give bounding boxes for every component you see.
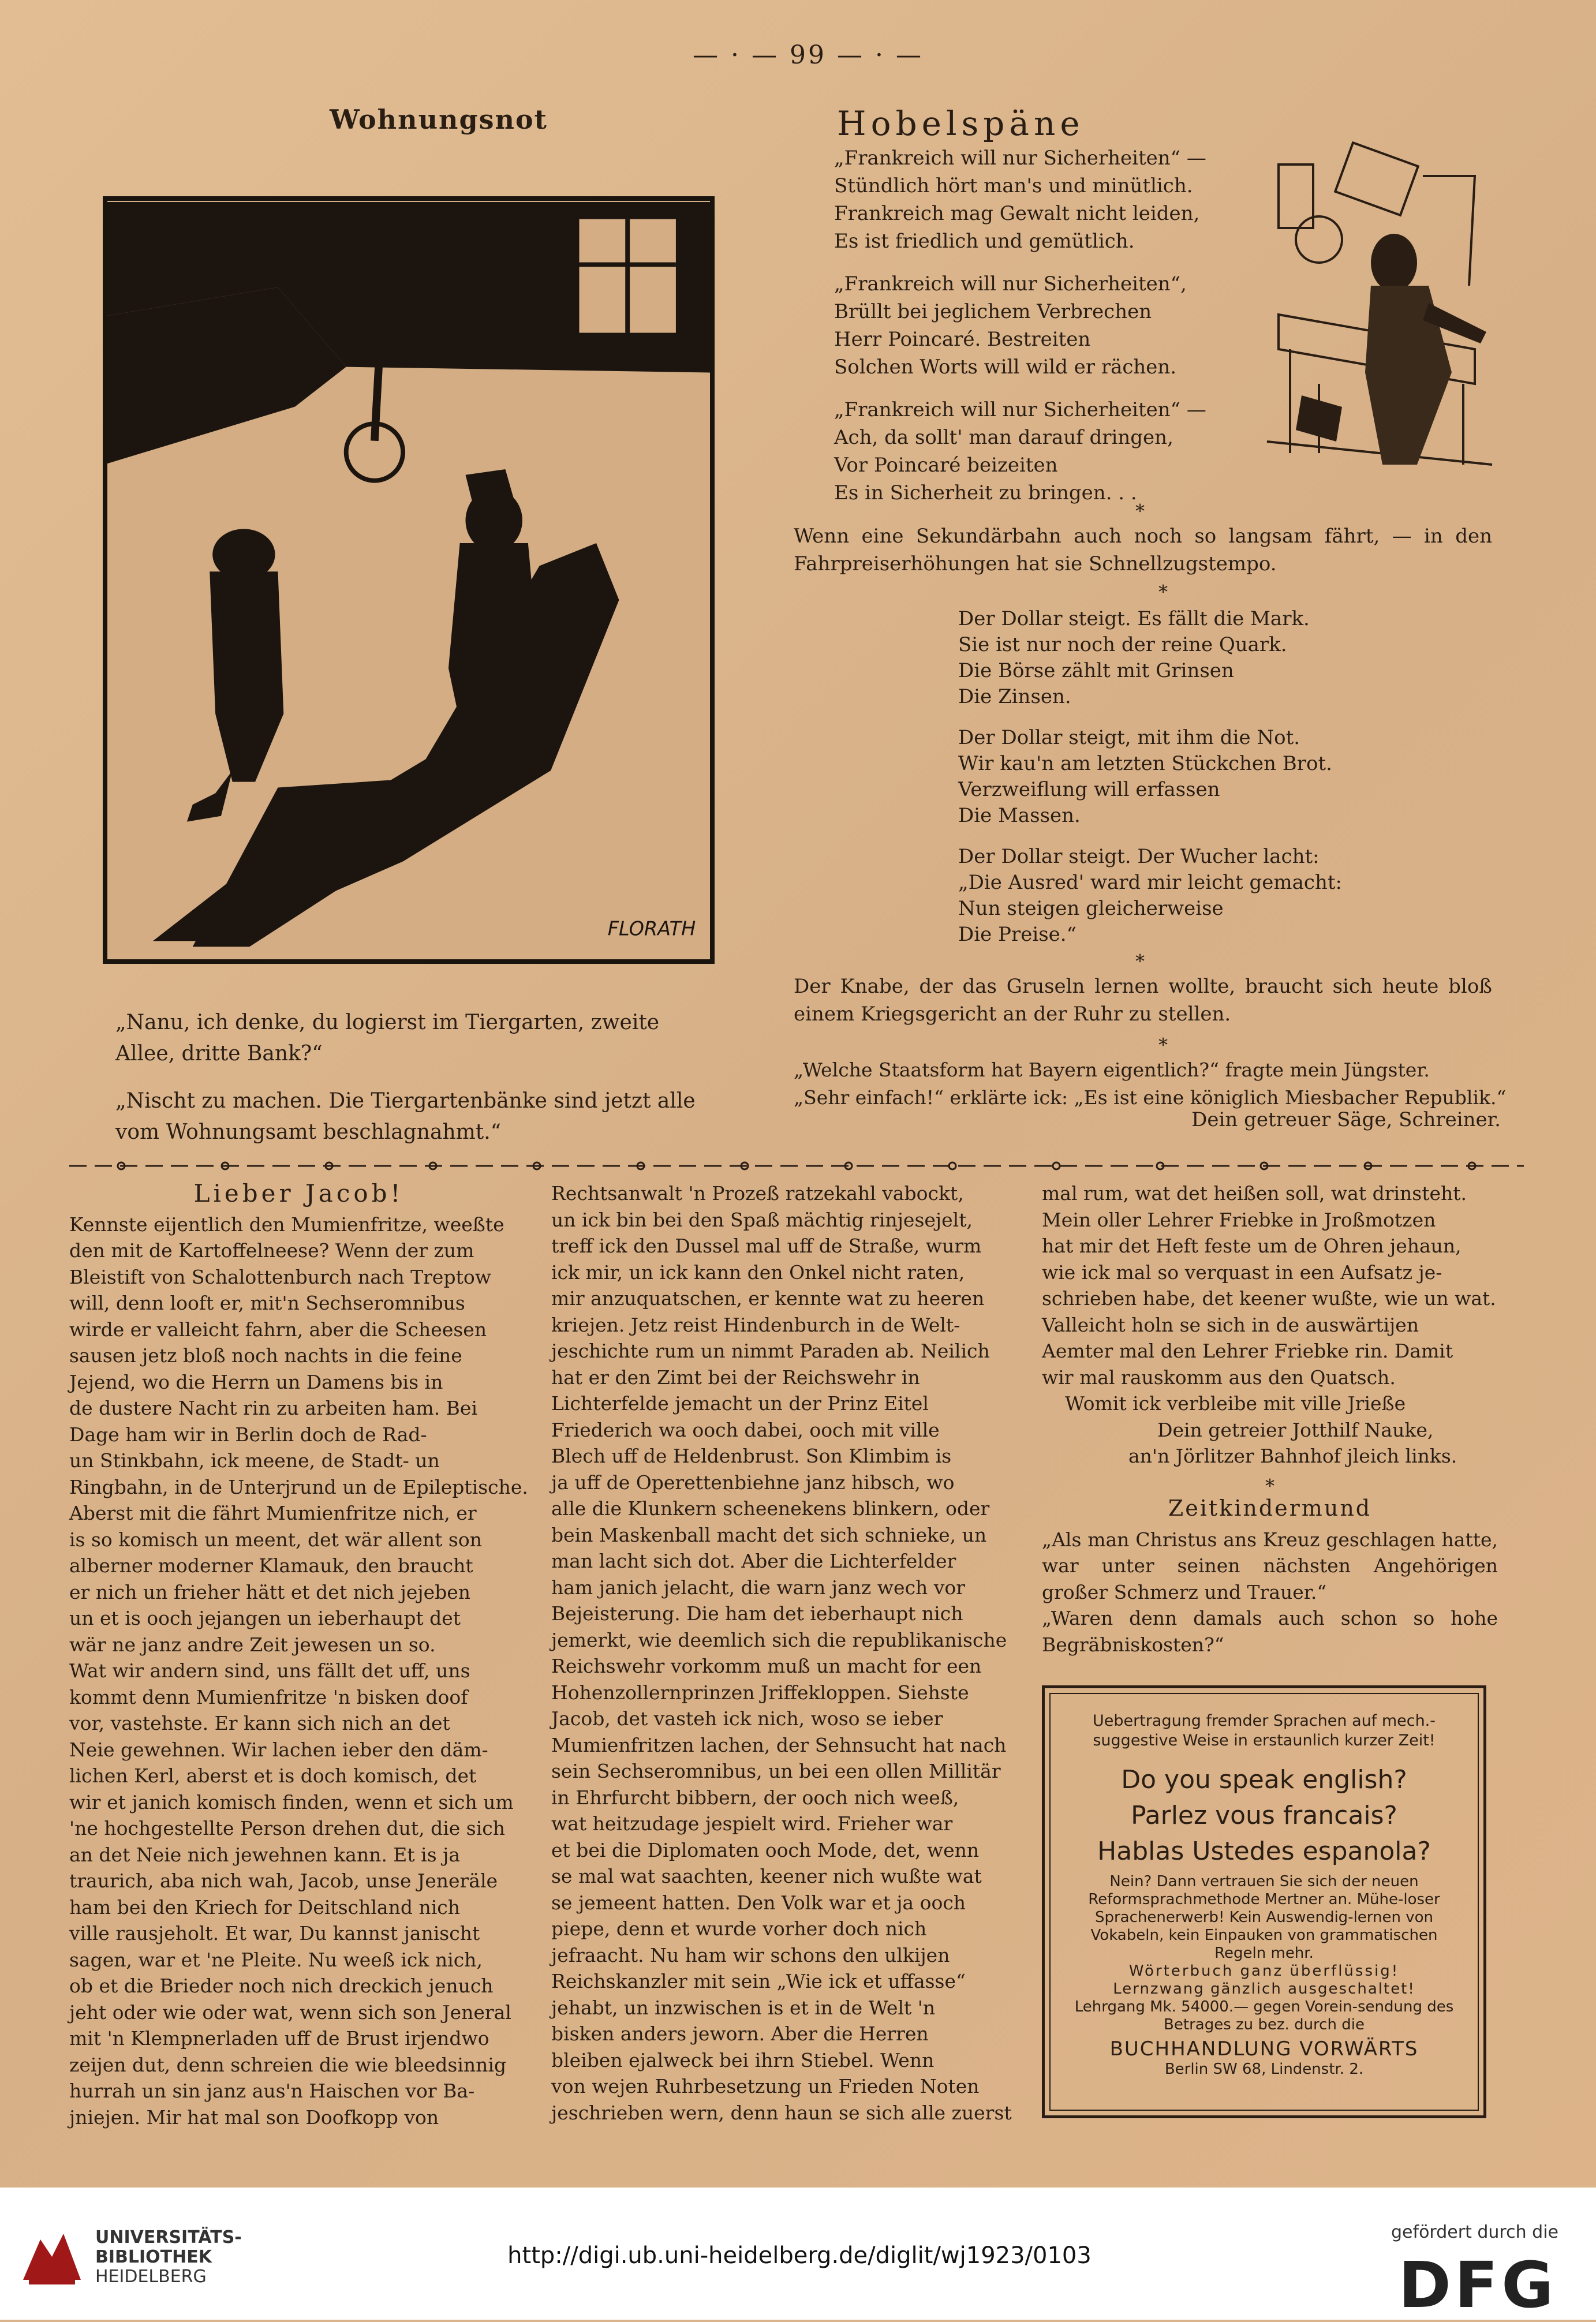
text-line: jefraacht. Nu ham wir schons den ulkijen: [551, 1943, 950, 1966]
university-name-line-3: HEIDELBERG: [95, 2267, 207, 2287]
text-line: Blech uff de Heldenbrust. Son Klimbim is: [551, 1445, 952, 1467]
text-line: vor, vastehste. Er kann sich nich an det: [69, 1712, 450, 1734]
poem-line: Der Dollar steigt. Der Wucher lacht:: [958, 845, 1320, 868]
text-line: in Ehrfurcht bibbern, der ooch nich weeß,: [551, 1786, 959, 1809]
text-line: er nich un frieher hätt et det nich jejeben: [69, 1580, 471, 1603]
text-line: Bejeisterung. Die ham det ieberhaupt nich: [551, 1602, 963, 1625]
text-line: jeschrieben wern, denn haun se sich alle zuerst: [551, 2101, 1012, 2124]
cartoon-illustration: [103, 196, 715, 964]
text-line: Valleicht holn se sich in de auswärtijen: [1042, 1313, 1419, 1336]
text-line: man lacht sich dot. Aber die Lichterfelder: [551, 1550, 956, 1572]
ad-inner-frame: [1049, 1693, 1479, 2111]
text-line: ob et die Brieder noch nich dreckich jenuch: [69, 1975, 494, 1997]
text-line: un ick bin bei den Spaß mächtig rinjesejelt,: [551, 1208, 973, 1231]
text-line: Reichswehr vorkomm muß un macht for een: [551, 1655, 982, 1677]
text-line: Aemter mal den Lehrer Friebke rin. Damit: [1042, 1340, 1453, 1362]
ad-body-no-compulsion: Lernzwang gänzlich ausgeschaltet!: [1113, 1980, 1415, 1998]
text-line: hat er den Zimt bei der Reichswehr in: [551, 1366, 920, 1389]
poem-line: Vor Poincaré beizeiten: [834, 454, 1058, 477]
text-line: ville rausjeholt. Et war, Du kannst janischt: [69, 1922, 480, 1945]
carpenter-drawing: [1255, 141, 1504, 470]
poem-line: Stündlich hört man's und minütlich.: [834, 174, 1193, 197]
section-star: ∗: [1157, 1030, 1169, 1052]
text-line: 'ne hochgestellte Person drehen dut, die sich: [69, 1817, 506, 1839]
dfg-logo: DFG: [1398, 2248, 1557, 2322]
text-line: wir mal rauskomm aus den Quatsch.: [1042, 1366, 1396, 1389]
text-line: den mit de Kartoffelneese? Wenn der zum: [69, 1239, 474, 1262]
poem-line: Die Zinsen.: [958, 685, 1071, 708]
university-name-line-2: BIBLIOTHEK: [95, 2247, 212, 2267]
text-line: Kennste eijentlich den Mumienfritze, weeßte: [69, 1213, 504, 1236]
university-logo-icon: [17, 2222, 87, 2291]
text-line: de dustere Nacht rin zu arbeiten ham. Bei: [69, 1397, 478, 1419]
poem-stanza: [834, 144, 1250, 255]
text-line: mal rum, wat det heißen soll, wat drinsteht.: [1042, 1182, 1467, 1205]
carpenter-illustration: [1255, 141, 1504, 470]
knabe-paragraph: Der Knabe, der das Gruseln lernen wollte, braucht sich heute bloß einem Kriegsgericht an der Ruhr zu stellen.: [794, 975, 1492, 1026]
poem-line: „Frankreich will nur Sicherheiten“,: [834, 272, 1187, 296]
page-number: — · — 99 — · —: [693, 40, 924, 70]
text-line: jniejen. Mir hat mal son Doofkopp von: [69, 2106, 439, 2129]
poem-line: Der Dollar steigt. Es fällt die Mark.: [958, 607, 1310, 630]
ad-price: Lehrgang Mk. 54000.— gegen Vorein-sendung des Betrages zu bez. durch die: [1074, 1998, 1454, 2033]
dollar-stanza: [958, 844, 1466, 948]
source-url-link[interactable]: http://digi.ub.uni-heidelberg.de/diglit/wj1923/0103: [507, 2242, 1092, 2269]
text-line: alle die Klunkern scheenekens blinkern, oder: [551, 1497, 990, 1520]
text-line: an det Neie nich jewehnen kann. Et is ja: [69, 1843, 461, 1866]
text-line: Dage ham wir in Berlin doch de Rad-: [69, 1423, 427, 1446]
university-name-line-1: UNIVERSITÄTS-: [95, 2227, 242, 2248]
text-line: jeschichte rum un nimmt Paraden ab. Neilich: [551, 1340, 990, 1362]
text-line: Rechtsanwalt 'n Prozeß ratzekahl vabockt,: [551, 1182, 964, 1205]
dollar-stanza: [958, 606, 1466, 710]
frankreich-poem: [834, 144, 1250, 522]
text-line: will, denn looft er, mit'n Sechseromnibus: [69, 1292, 465, 1314]
section-star: ∗: [1134, 947, 1146, 969]
text-line: lichen Kerl, aberst et is doch komisch, det: [69, 1764, 477, 1787]
text-line: alberner moderner Klamauk, den braucht: [69, 1554, 473, 1577]
zeitkindermund-title: Zeitkindermund: [1168, 1495, 1372, 1521]
text-line: hat mir det Heft feste um de Ohren jehaun,: [1042, 1235, 1462, 1257]
poem-line: Ach, da sollt' man darauf dringen,: [834, 426, 1173, 449]
text-line: Jacob, det vasteh ick nich, woso se ieber: [551, 1707, 943, 1730]
text-line: Friederich wa ooch dabei, ooch mit ville: [551, 1418, 940, 1441]
text-line: piepe, denn et wurde vorher doch nich: [551, 1917, 927, 1940]
text-line: wie ick mal so verquast in een Aufsatz je-: [1042, 1261, 1442, 1284]
text-line: Lichterfelde jemacht un der Prinz Eitel: [551, 1392, 929, 1415]
text-line: et bei die Diplomaten ooch Mode, det, wenn: [551, 1838, 980, 1861]
poem-line: Die Massen.: [958, 804, 1081, 827]
text-line: bisken anders jeworn. Aber die Herren: [551, 2022, 929, 2045]
ad-question-english: Do you speak english?: [1121, 1765, 1407, 1794]
text-line: zeijen dut, denn schreien die wie bleedsinnig: [69, 2053, 507, 2076]
text-line: Bleistift von Schalottenburch nach Treptow: [69, 1265, 491, 1288]
poem-line: Brüllt bei jeglichem Verbrechen: [834, 300, 1152, 323]
ad-shop-name: BUCHHANDLUNG VORWÄRTS: [1109, 2037, 1419, 2061]
saege-signature: Dein getreuer Säge, Schreiner.: [1191, 1108, 1501, 1131]
section-star: ∗: [1157, 577, 1169, 599]
poem-line: Nun steigen gleicherweise: [958, 897, 1224, 920]
poem-line: Solchen Worts will wild er rächen.: [834, 356, 1177, 379]
dollar-poem: [958, 606, 1466, 963]
text-line: Mein oller Lehrer Friebke in Jroßmotzen: [1042, 1208, 1436, 1231]
poem-line: Wir kau'n am letzten Stückchen Brot.: [958, 752, 1332, 775]
zeitkindermund-text-1: „Als man Christus ans Kreuz geschlagen hatte, war unter seinen nächsten Angehörigen großer Schmerz und Trauer.“: [1042, 1528, 1498, 1603]
poem-line: Sie ist nur noch der reine Quark.: [958, 633, 1287, 656]
text-line: wär ne janz andre Zeit jewesen un so.: [69, 1633, 436, 1656]
text-line: schrieben habe, det keener wußte, wie un wat.: [1042, 1287, 1496, 1310]
text-line: bleiben ejalweck bei ihrn Stiebel. Wenn: [551, 2048, 935, 2072]
poem-line: Verzweiflung will erfassen: [958, 778, 1220, 801]
digitization-footer: [0, 2188, 1596, 2320]
bayern-paragraph: [794, 1056, 1507, 1112]
text-line: se jemeent hatten. Den Volk war et ja ooch: [551, 1891, 966, 1914]
text-line: wir et janich komisch finden, wenn et sich um: [69, 1790, 514, 1814]
cartoon-drawing: [107, 201, 710, 959]
poem-line: Die Preise.“: [958, 923, 1077, 946]
funded-by-label: gefördert durch die: [1391, 2222, 1558, 2242]
section-star: ∗: [1264, 1471, 1276, 1493]
university-name: [95, 2228, 245, 2287]
text-line: Wat wir andern sind, uns fällt det uff, uns: [69, 1659, 470, 1682]
text-line: sagen, war et 'ne Pleite. Nu weeß ick nich,: [69, 1948, 483, 1971]
text-line: wat heitzudage jespielt wird. Frieher war: [551, 1812, 953, 1835]
section-star: ∗: [1134, 496, 1146, 518]
jacob-column-3: [1042, 1180, 1498, 1658]
text-line: traurich, aba nich wah, Jacob, unse Jeneräle: [69, 1869, 498, 1892]
poem-line: Frankreich mag Gewalt nicht leiden,: [834, 202, 1200, 225]
text-line: ick mir, un ick kann den Onkel nicht raten,: [551, 1261, 965, 1284]
poem-stanza: [834, 396, 1250, 507]
text-line: hurrah un sin janz aus'n Haischen vor Ba-: [69, 2080, 475, 2102]
text-line: bein Maskenball macht det sich schnieke, un: [551, 1523, 987, 1546]
text-line: Hohenzollernprinzen Jriffekloppen. Siehste: [551, 1681, 969, 1704]
text-line: ham bei den Kriech for Deitschland nich: [69, 1895, 460, 1919]
text-line: von wejen Ruhrbesetzung un Frieden Noten: [551, 2075, 980, 2097]
ornamental-divider: [69, 1160, 1524, 1172]
cartoon-signature: FLORATH: [607, 917, 696, 940]
poem-line: Die Börse zählt mit Grinsen: [958, 659, 1234, 682]
text-line: sausen jetz bloß noch nachts in die feine: [69, 1344, 462, 1367]
caption-line-1: „Nanu, ich denke, du logierst im Tiergarten, zweite Allee, dritte Bank?“: [115, 1011, 660, 1065]
text-line: ham janich jelacht, die warn janz wech vor: [551, 1576, 966, 1599]
right-article-title: Hobelspäne: [837, 104, 1085, 143]
text-line: kommt denn Mumienfritze 'n bisken doof: [69, 1685, 468, 1708]
poem-line: Es ist friedlich und gemütlich.: [834, 230, 1135, 253]
nauke-signature: Dein getreier Jotthilf Nauke,: [1157, 1418, 1434, 1441]
bayern-line-2: „Sehr einfach!“ erklärte ick: „Es ist eine königlich Miesbacher Republik.“: [794, 1086, 1507, 1109]
text-line: mir anzuquatschen, er kennte wat zu heeren: [551, 1287, 985, 1310]
poem-line: Es in Sicherheit zu bringen. . .: [834, 481, 1137, 504]
text-line: se mal wat saachten, keener nich wußte wat: [551, 1865, 982, 1887]
jacob-title: Lieber Jacob!: [193, 1179, 404, 1207]
text-line: jemerkt, wie deemlich sich die republikanische: [551, 1628, 1007, 1651]
text-line: wirde er valleicht fahrn, aber die Scheesen: [69, 1318, 487, 1341]
ad-question-french: Parlez vous francais?: [1131, 1801, 1397, 1830]
poem-line: Der Dollar steigt, mit ihm die Not.: [958, 726, 1300, 749]
text-line: Neie gewehnen. Wir lachen ieber den däm-: [69, 1738, 488, 1761]
poem-line: „Frankreich will nur Sicherheiten“ —: [834, 147, 1206, 170]
ad-body: Nein? Dann vertrauen Sie sich der neuen Reformsprachmethode Mertner an. Mühe-loser Sprachenerwerb! Kein Auswendig-lernen von Vokabeln, kein Einpauken von grammatischen Regeln mehr.: [1088, 1873, 1440, 1962]
jacob-column-1: [69, 1180, 528, 2130]
text-line: is so komisch un meent, det wär allent son: [69, 1528, 482, 1551]
jacob-column-2: [551, 1180, 1013, 2126]
text-line: un et is ooch jejangen un ieberhaupt det: [69, 1607, 461, 1629]
poem-stanza: [834, 270, 1250, 381]
poem-line: „Die Ausred' ward mir leicht gemacht:: [958, 871, 1342, 894]
text-line: sein Sechseromnibus, un bei een ollen Millitär: [551, 1760, 1001, 1782]
bahn-paragraph: Wenn eine Sekundärbahn auch noch so langsam fährt, — in den Fahrpreiserhöhungen hat sie Schnellzugstempo.: [794, 525, 1492, 575]
page-number-value: 99: [790, 40, 827, 70]
language-ad: [1042, 1685, 1486, 2118]
bayern-line-1: „Welche Staatsform hat Bayern eigentlich?“ fragte mein Jüngster.: [794, 1059, 1430, 1081]
cartoon-caption: [115, 1007, 716, 1164]
text-line: ja uff de Operettenbiehne janz hibsch, wo: [551, 1471, 955, 1494]
text-line: Mumienfritzen lachen, der Sehnsucht hat nach: [551, 1733, 1007, 1756]
text-line: Ringbahn, in de Unterjrund un de Epileptische.: [69, 1475, 528, 1498]
text-line: jehabt, un inzwischen is et in de Welt 'n: [551, 1996, 936, 2019]
ad-headline: Uebertragung fremder Sprachen auf mech.-suggestive Weise in erstaunlich kurzer Zeit!: [1092, 1712, 1436, 1749]
ad-shop-address: Berlin SW 68, Lindenstr. 2.: [1164, 2061, 1364, 2078]
zeitkindermund-text-2: „Waren denn damals auch schon so hohe Begräbniskosten?“: [1042, 1607, 1498, 1656]
text-line: jeht oder wie oder wat, wenn sich son Jeneral: [69, 2001, 511, 2024]
ad-question-spanish: Hablas Ustedes espanola?: [1097, 1837, 1431, 1866]
text-line: Reichskanzler mit sein „Wie ick et uffasse“: [551, 1970, 966, 1992]
left-article-title: Wohnungsnot: [330, 104, 548, 135]
text-line: Aberst mit die fährt Mumienfritze nich, er: [69, 1502, 477, 1524]
nauke-location: an'n Jörlitzer Bahnhof jleich links.: [1128, 1445, 1457, 1467]
poem-line: „Frankreich will nur Sicherheiten“ —: [834, 398, 1206, 421]
text-line: mit 'n Klempnerladen uff de Brust irjendwo: [69, 2027, 489, 2050]
dollar-stanza: [958, 725, 1466, 829]
text-line: un Stinkbahn, ick meene, de Stadt- un: [69, 1449, 440, 1472]
text-line: kriejen. Jetz reist Hindenburch in de Welt-: [551, 1313, 960, 1336]
poem-line: Herr Poincaré. Bestreiten: [834, 328, 1091, 351]
text-line: Jejend, wo die Herrn un Damens bis in: [69, 1370, 443, 1393]
caption-line-2: „Nischt zu machen. Die Tiergartenbänke sind jetzt alle vom Wohnungsamt beschlagnahmt.“: [115, 1089, 696, 1144]
text-line: treff ick den Dussel mal uff de Straße, wurm: [551, 1235, 982, 1257]
closing-line: Womit ick verbleibe mit ville Jrieße: [1065, 1392, 1406, 1415]
ad-body-dictionary: Wörterbuch ganz überflüssig!: [1128, 1962, 1400, 1980]
